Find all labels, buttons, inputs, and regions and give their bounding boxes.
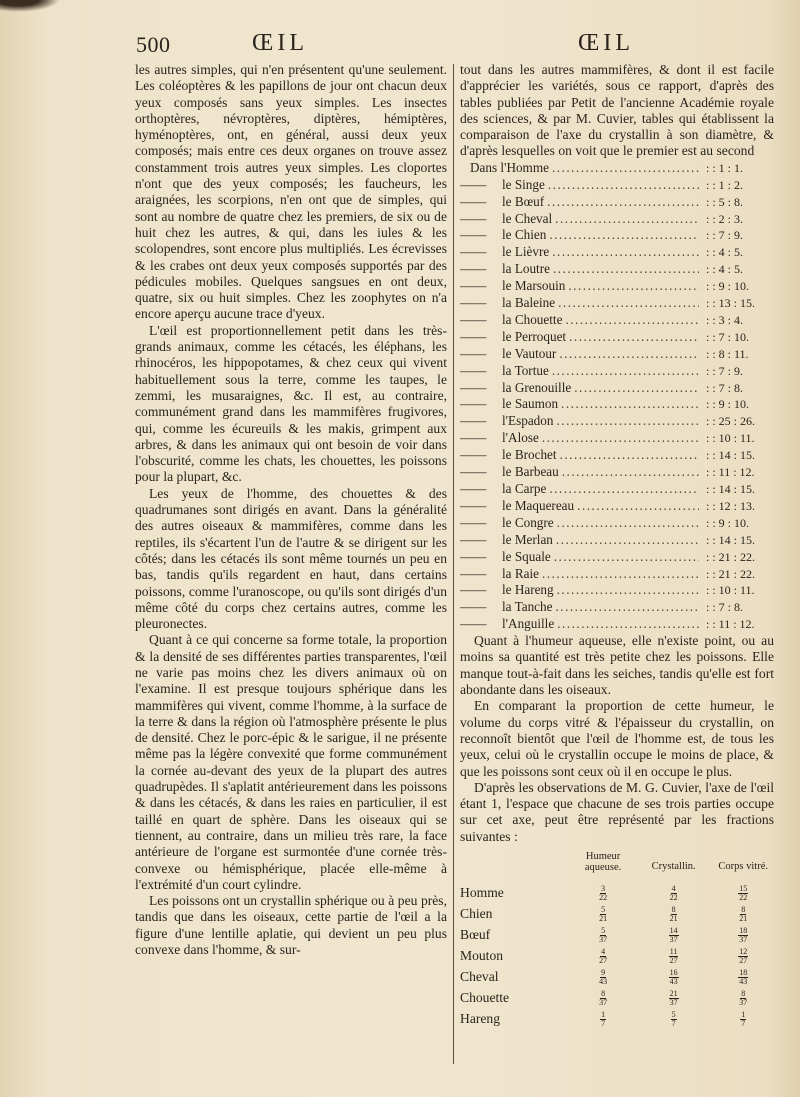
- animal-name: le Squale: [502, 548, 551, 564]
- leader-dots: [549, 481, 699, 497]
- ratio-row: [460, 566, 774, 583]
- fraction: [598, 948, 608, 965]
- leader-dots: [559, 346, 699, 362]
- ratio-value: : : 5 : 8.: [706, 194, 744, 209]
- leader-dots: [557, 515, 699, 531]
- fraction-row: [460, 925, 774, 946]
- ratio-value: : : 14 : 15.: [706, 448, 756, 463]
- denominator: 22: [739, 893, 748, 903]
- ink-blot: [0, 0, 60, 12]
- fraction: [600, 1011, 606, 1028]
- ratio-row: [460, 194, 774, 211]
- fraction: [738, 885, 748, 902]
- ratio-row: [460, 278, 774, 295]
- ditto-dash: ——: [460, 328, 487, 344]
- ratio-row: [460, 346, 774, 363]
- animal-name: le Cheval: [502, 210, 553, 226]
- numerator: 11: [669, 947, 678, 957]
- fraction: [669, 927, 679, 944]
- ditto-dash: ——: [460, 362, 487, 378]
- ratio-value: : : 7 : 10.: [706, 329, 750, 344]
- denominator: 43: [669, 977, 678, 987]
- ratio-row: [460, 430, 774, 447]
- ratio-row: [460, 447, 774, 464]
- ditto-dash: ——: [460, 193, 487, 209]
- denominator: 21: [599, 914, 608, 924]
- denominator: 22: [669, 893, 678, 903]
- leader-dots: [547, 194, 699, 210]
- paragraph: Les poissons ont un crystallin sphérique ou à peu près, tandis que dans les oiseaux, cette partie de l'œil a la figure d'une lentille aplatie, qui devient un peu plus convexe dans l'homme, & sur-: [135, 893, 447, 958]
- ratio-row: [460, 532, 774, 549]
- crystallin-ratio-table: [460, 160, 774, 633]
- ratio-row: [460, 515, 774, 532]
- leader-dots: [556, 413, 699, 429]
- fraction: [738, 906, 748, 923]
- numerator: 1: [601, 1010, 606, 1020]
- fraction: [598, 885, 608, 902]
- fraction-cell: [712, 948, 774, 965]
- ratio-value: : : 25 : 26.: [706, 414, 756, 429]
- fraction-row: [460, 988, 774, 1009]
- animal-name: l'Espadon: [502, 413, 554, 429]
- animal-name: le Brochet: [502, 447, 557, 463]
- denominator: 37: [599, 935, 608, 945]
- ditto-dash: ——: [460, 565, 487, 581]
- animal-name: le Hareng: [502, 582, 554, 598]
- fraction: [669, 906, 679, 923]
- animal-name: le Vautour: [502, 345, 557, 361]
- denominator: 27: [739, 956, 748, 966]
- ratio-value: : : 10 : 11.: [706, 583, 755, 598]
- numerator: 4: [601, 947, 606, 957]
- numerator: 15: [739, 884, 748, 894]
- leader-dots: [569, 329, 699, 345]
- denominator: 37: [739, 935, 748, 945]
- ditto-dash: ——: [460, 548, 487, 564]
- fraction-cell: [712, 1011, 774, 1028]
- ditto-dash: ——: [460, 176, 487, 192]
- denominator: 7: [601, 1019, 606, 1029]
- leader-dots: [542, 566, 699, 582]
- running-title-left: ŒIL: [252, 30, 308, 56]
- ditto-dash: ——: [460, 278, 487, 294]
- denominator: 21: [669, 914, 678, 924]
- animal-name: le Chien: [502, 227, 547, 243]
- fraction-row: [460, 883, 774, 904]
- ratio-value: : : 4 : 5.: [706, 245, 744, 260]
- ratio-value: : : 2 : 3.: [706, 211, 744, 226]
- animal-name: Chouette: [460, 990, 510, 1006]
- ratio-value: : : 11 : 12.: [706, 465, 755, 480]
- ratio-value: : : 1 : 2.: [706, 177, 744, 192]
- numerator: 14: [669, 926, 678, 936]
- leader-dots: [565, 312, 699, 328]
- leader-dots: [577, 498, 699, 514]
- animal-name: le Barbeau: [502, 464, 559, 480]
- running-title-right: ŒIL: [578, 30, 634, 56]
- leader-dots: [552, 244, 699, 260]
- ratio-row: [460, 295, 774, 312]
- ditto-dash: ——: [460, 582, 487, 598]
- numerator: 18: [739, 968, 748, 978]
- fraction-row: [460, 904, 774, 925]
- numerator: 5: [601, 905, 606, 915]
- numerator: 8: [601, 989, 606, 999]
- ditto-dash: ——: [460, 261, 487, 277]
- fraction-cell: [635, 948, 713, 965]
- ditto-dash: ——: [460, 447, 487, 463]
- ditto-dash: ——: [460, 345, 487, 361]
- denominator: 37: [599, 998, 608, 1008]
- animal-name: le Singe: [502, 176, 545, 192]
- leader-dots: [555, 599, 699, 615]
- animal-name: Bœuf: [460, 927, 491, 943]
- ratio-value: : : 9 : 10.: [706, 279, 750, 294]
- animal-name: la Loutre: [502, 261, 550, 277]
- numerator: 4: [671, 884, 676, 894]
- fraction-table-header: [460, 849, 774, 883]
- fraction-cell: [571, 927, 635, 944]
- fraction: [669, 990, 679, 1007]
- animal-name: la Chouette: [502, 311, 563, 327]
- animal-name: la Tortue: [502, 362, 549, 378]
- animal-name: le Maquereau: [502, 497, 575, 513]
- fraction-cell: [571, 906, 635, 923]
- denominator: 37: [669, 935, 678, 945]
- fraction-cell: [635, 927, 713, 944]
- numerator: 8: [741, 905, 746, 915]
- paragraph: Quant à l'humeur aqueuse, elle n'existe point, ou au moins sa quantité est très petite chez les poissons. Elle manque tout-à-fait dans les seiches, tandis qu'elle est fort abondante dans les oiseaux.: [460, 633, 774, 698]
- ratio-value: : : 1 : 1.: [706, 160, 744, 175]
- ratio-value: : : 11 : 12.: [706, 617, 755, 632]
- ratio-value: : : 21 : 22.: [706, 566, 756, 581]
- ditto-dash: ——: [460, 481, 487, 496]
- ratio-value: : : 7 : 8.: [706, 380, 744, 395]
- paragraph: En comparant la proportion de cette humeur, le volume du corps vitré & l'épaisseur du crystallin, on reconnoît bientôt que l'œil de l'homme est, de tous les yeux, celui où le crystallin occupe le moins de place, & que les poissons sont ceux où il en occupe le plus.: [460, 698, 774, 779]
- fraction: [598, 969, 608, 986]
- animal-name: le Bœuf: [502, 193, 545, 209]
- animal-name: le Perroquet: [502, 328, 567, 344]
- ditto-dash: ——: [460, 413, 487, 429]
- ratio-row: [460, 261, 774, 278]
- fraction-row: [460, 1009, 774, 1030]
- ratio-value: : : 7 : 9.: [706, 228, 744, 243]
- ratio-row: [460, 413, 774, 430]
- right-column: [460, 62, 774, 1072]
- numerator: 9: [601, 968, 606, 978]
- animal-name: Chien: [460, 906, 493, 922]
- denominator: 37: [739, 998, 748, 1008]
- fraction-row: [460, 967, 774, 988]
- leader-dots: [542, 430, 699, 446]
- animal-name: la Tanche: [502, 599, 553, 615]
- ditto-dash: ——: [460, 531, 487, 547]
- fraction: [669, 885, 679, 902]
- fraction-cell: [635, 885, 713, 902]
- ratio-row: [460, 464, 774, 481]
- fraction-cell: [712, 927, 774, 944]
- leader-dots: [554, 549, 699, 565]
- fraction: [738, 969, 748, 986]
- leader-dots: [552, 160, 699, 176]
- leader-dots: [557, 616, 699, 632]
- leader-dots: [561, 396, 699, 412]
- ditto-dash: ——: [460, 497, 487, 513]
- fraction: [598, 906, 608, 923]
- denominator: 7: [741, 1019, 746, 1029]
- numerator: 8: [671, 905, 676, 915]
- denominator: 37: [669, 998, 678, 1008]
- fraction-cell: [571, 990, 635, 1007]
- paragraph: tout dans les autres mammifères, & dont il est facile d'apprécier les variétés, sous ce rapport, d'après des tables publiées par Petit de l'ancienne Académie royale des sciences, & par M. Cuvier, tables qui établissent la comparaison de l'axe du crystallin à son diamètre, & d'après lesquelles on voit que le premier est au second: [460, 62, 774, 159]
- denominator: 43: [599, 977, 608, 987]
- fraction-cell: [712, 990, 774, 1007]
- animal-name: Hareng: [460, 1011, 501, 1027]
- paragraph: Quant à ce qui concerne sa forme totale, la proportion & la densité de ses différentes parties transparentes, l'œil ne varie pas moins chez les divers animaux où on l'examine. Il est presque toujours sphérique dans les mammifères qui vivent, comme l'homme, à la surface de la terre & dans la région où l'atmosphère présente le plus de densité. Chez le porc-épic & le sarigue, il ne présente même pas la légère convexité que forme communément la cornée au-devant des yeux de la plupart des autres quadrupèdes. Il s'aplatit antérieurement dans les poissons & dans les cétacés, & dans les raies en particulier, il est taillé en quart de sphère. Dans les oiseaux qui se tiennent, au contraire, dans un milieu très rare, la face antérieure de l'organe est surmontée d'une cornée très-convexe ou hémisphérique, placée elle-même à l'extrémité d'un court cylindre.: [135, 632, 447, 892]
- animal-name: le Marsouin: [502, 278, 566, 294]
- denominator: 27: [669, 956, 678, 966]
- ditto-dash: ——: [460, 514, 487, 530]
- numerator: 1: [741, 1010, 746, 1020]
- ratio-row: [460, 498, 774, 515]
- denominator: 21: [739, 914, 748, 924]
- numerator: 16: [669, 968, 678, 978]
- numerator: 5: [671, 1010, 676, 1020]
- paragraph: Les yeux de l'homme, des chouettes & des quadrumanes sont dirigés en avant. Dans la généralité des autres oiseaux & mammifères, comme dans les reptiles, ils s'écartent l'un de l'autre & se dirigent sur les côtés; dans les cétacés ils sont même tournés un peu en bas, tandis qu'ils regardent en haut, dans certains poissons, comme l'uranoscope, ou qu'ils sont dirigés d'un même côté du corps chez certains autres, comme les pleuronectes.: [135, 485, 447, 632]
- leader-dots: [560, 447, 699, 463]
- ratio-value: : : 7 : 9.: [706, 363, 744, 378]
- ratio-row: [460, 396, 774, 413]
- ratio-row: [460, 160, 774, 177]
- fraction-cell: [571, 969, 635, 986]
- ratio-row: [460, 177, 774, 194]
- left-column: [135, 62, 447, 1072]
- ratio-row: [460, 312, 774, 329]
- numerator: 5: [601, 926, 606, 936]
- ditto-dash: ——: [460, 311, 487, 327]
- leader-dots: [557, 582, 699, 598]
- fraction: [738, 927, 748, 944]
- animal-name: le Saumon: [502, 396, 559, 412]
- fraction-cell: [712, 969, 774, 986]
- ratio-value: : : 14 : 15.: [706, 482, 756, 496]
- running-head: [0, 30, 800, 60]
- ratio-value: : : 21 : 22.: [706, 549, 756, 564]
- numerator: 3: [601, 884, 606, 894]
- leader-dots: [549, 227, 699, 243]
- ditto-dash: ——: [460, 616, 487, 632]
- leader-dots: [555, 211, 699, 227]
- leader-dots: [574, 380, 699, 396]
- ratio-value: : : 3 : 4.: [706, 312, 744, 327]
- ratio-row: [460, 582, 774, 599]
- animal-name: Cheval: [460, 969, 499, 985]
- fraction-cell: [571, 948, 635, 965]
- ratio-value: : : 10 : 11.: [706, 431, 755, 446]
- eye-fraction-table: [460, 849, 774, 1030]
- header-crystallin: Crystallin.: [651, 861, 696, 873]
- leader-dots: [562, 464, 699, 480]
- animal-name: la Raie: [502, 565, 539, 581]
- fraction: [738, 990, 748, 1007]
- ditto-dash: ——: [460, 210, 487, 226]
- fraction-row: [460, 946, 774, 967]
- denominator: 43: [739, 977, 748, 987]
- ditto-dash: ——: [460, 379, 487, 395]
- ratio-row: [460, 211, 774, 228]
- page-number: 500: [136, 32, 171, 57]
- fraction-cell: [635, 1011, 713, 1028]
- ratio-row: [460, 481, 774, 498]
- fraction: [669, 948, 679, 965]
- leader-dots: [552, 363, 699, 379]
- fraction-cell: [571, 885, 635, 902]
- ratio-value: : : 8 : 11.: [706, 346, 749, 361]
- animal-name: l'Alose: [502, 430, 539, 446]
- paragraph: D'après les observations de M. G. Cuvier, l'axe de l'œil étant 1, l'espace que chacune de ses trois parties occupe sur cet axe, peut être représenté par les fractions suivantes :: [460, 779, 774, 844]
- numerator: 18: [739, 926, 748, 936]
- denominator: 27: [599, 956, 608, 966]
- ratio-row: [460, 363, 774, 380]
- fraction-cell: [712, 885, 774, 902]
- fraction: [671, 1011, 677, 1028]
- numerator: 12: [739, 947, 748, 957]
- ratio-row: [460, 616, 774, 633]
- leader-dots: [553, 261, 699, 277]
- fraction-cell: [635, 990, 713, 1007]
- ditto-dash: ——: [460, 227, 487, 243]
- leader-dots: [548, 177, 699, 193]
- animal-name: le Merlan: [502, 531, 553, 547]
- ratio-value: : : 7 : 8.: [706, 600, 744, 615]
- ratio-row: [460, 599, 774, 616]
- column-divider: [453, 64, 454, 1064]
- denominator: 7: [671, 1019, 676, 1029]
- fraction-cell: [635, 906, 713, 923]
- ditto-dash: ——: [460, 295, 487, 311]
- ratio-value: : : 12 : 13.: [706, 498, 756, 513]
- animal-name: le Lièvre: [502, 244, 550, 260]
- animal-name: Mouton: [460, 948, 504, 964]
- animal-name: l'Anguille: [502, 616, 555, 632]
- leader-dots: [568, 278, 699, 294]
- ratio-row: [460, 227, 774, 244]
- animal-name: la Grenouille: [502, 379, 572, 395]
- fraction: [738, 948, 748, 965]
- ratio-row: [460, 380, 774, 397]
- numerator: 21: [669, 989, 678, 999]
- numerator: 8: [741, 989, 746, 999]
- animal-name: Dans l'Homme: [470, 159, 549, 175]
- fraction: [740, 1011, 746, 1028]
- animal-name: la Carpe: [502, 481, 547, 496]
- ditto-dash: ——: [460, 599, 487, 615]
- ratio-value: : : 13 : 15.: [706, 296, 756, 311]
- fraction-cell: [635, 969, 713, 986]
- fraction-cell: [571, 1011, 635, 1028]
- ratio-value: : : 9 : 10.: [706, 397, 750, 412]
- animal-name: Homme: [460, 885, 504, 901]
- paragraph: les autres simples, qui n'en présentent qu'une seulement. Les coléoptères & les papillons de jour ont chacun deux yeux composés sans yeux simples. Les insectes orthoptères, névroptères, diptères, hémiptères, hyménoptères, ont, en général, aussi deux yeux composés; mais entre ces deux organes on trouve assez constamment trois autres yeux simples. Les cloportes n'ont que des yeux composés; les faucheurs, les araignées, les scorpions, n'en ont que de simples, qui sont au nombre de quatre chez les premiers, de six ou de huit chez les autres, & qui, dans les iules & les scolopendres, sont encore plus multipliés. Les écrevisses & les crabes ont deux yeux composés supportés par des pédicules mobiles. Quelques sangsues en ont deux, quatre, six ou huit simples. Chez les zoophytes on n'a encore aperçu aucune trace d'yeux.: [135, 62, 447, 322]
- ratio-row: [460, 549, 774, 566]
- ditto-dash: ——: [460, 244, 487, 260]
- animal-name: la Baleine: [502, 295, 556, 311]
- fraction: [598, 927, 608, 944]
- ratio-value: : : 14 : 15.: [706, 532, 756, 547]
- ditto-dash: ——: [460, 430, 487, 446]
- ratio-row: [460, 329, 774, 346]
- leader-dots: [558, 295, 699, 311]
- header-aqueous-humour: Humeur aqueuse.: [584, 851, 622, 874]
- fraction-cell: [712, 906, 774, 923]
- ratio-value: : : 9 : 10.: [706, 515, 750, 530]
- header-vitreous-body: Corps vitré.: [718, 861, 768, 873]
- fraction: [669, 969, 679, 986]
- ditto-dash: ——: [460, 396, 487, 412]
- ratio-value: : : 4 : 5.: [706, 262, 744, 277]
- animal-name: le Congre: [502, 514, 554, 530]
- denominator: 22: [599, 893, 608, 903]
- ditto-dash: ——: [460, 464, 487, 480]
- paragraph: L'œil est proportionnellement petit dans les très-grands animaux, comme les cétacés, les éléphans, les rhinocéros, les hippopotames, & chez ceux qui vivent habituellement sous la terre, comme les taupes, le zemmi, les musaraignes, &c. Il est, au contraire, communément grand dans les mammifères frugivores, qui, comme les écureuils & les makis, grimpent aux arbres, & dans les animaux qui ont besoin de voir dans l'obscurité, comme les chats, les chouettes, les poissons pour la plupart, &c.: [135, 322, 447, 485]
- fraction: [598, 990, 608, 1007]
- ratio-row: [460, 244, 774, 261]
- leader-dots: [556, 532, 699, 548]
